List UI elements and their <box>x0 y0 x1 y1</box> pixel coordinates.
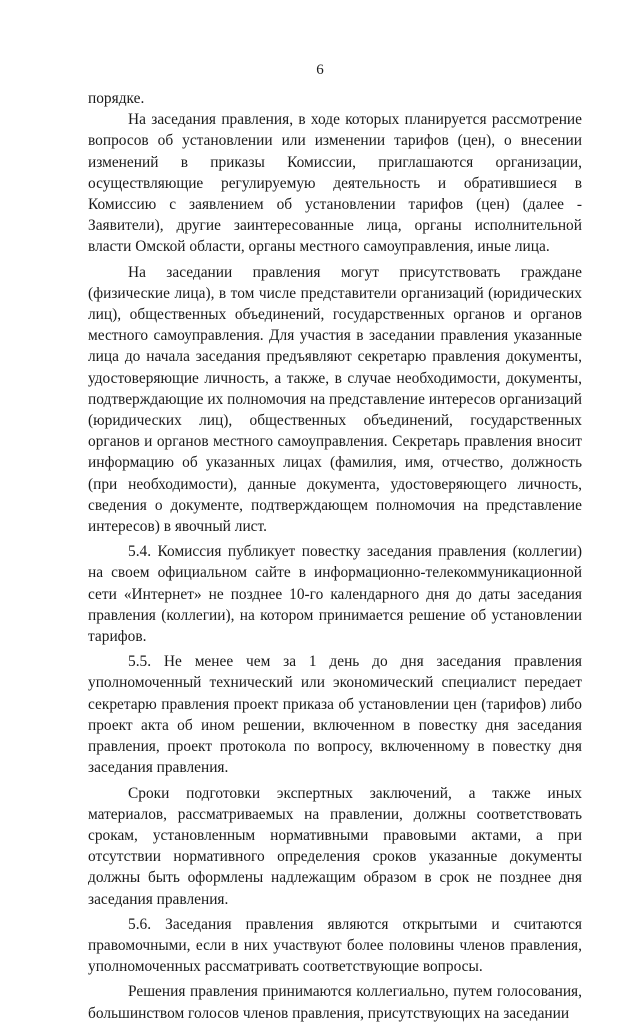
paragraph-5-5-draft: 5.5. Не менее чем за 1 день до дня заседания правления уполномоченный технический или экономический специалист передает секретарю правления проект приказа об установлении цен (тарифов) либо проект акта об ином решении, включенном в повестку дня заседания правления, проект протокола по вопросу, включенному в повестку дня заседания правления. <box>88 653 582 777</box>
paragraph-continuation: порядке. <box>88 90 145 107</box>
paragraph-5-6-quorum: 5.6. Заседания правления являются открытыми и считаются правомочными, если в них участвуют более половины членов правления, уполномоченных рассматривать соответствующие вопросы. <box>88 915 582 976</box>
paragraph-citizens-attendance: На заседании правления могут присутствовать граждане (физические лица), в том числе представители организаций (юридических лиц), общественных объединений, государственных органов и органов местного самоуправления. Для участия в заседании правления указанные лица до начала заседания предъявляют секретарю правления документы, удостоверяющие личность, а также, в случае необходимости, документы, подтверждающие их полномочия на представление интересов организаций (юридических лиц), общественных объединений, государственных органов и органов местного самоуправления. Секретарь правления вносит информацию об указанных лицах (фамилия, имя, отчество, должность (при необходимости), данные документа, удостоверяющего личность, сведения о документе, подтверждающем полномочия на представление интересов) в явочный лист. <box>88 263 582 536</box>
paragraph-invitees: На заседания правления, в ходе которых планируется рассмотрение вопросов об установлении или изменении тарифов (цен), о внесении изменений в приказы Комиссии, приглашаются организации, осуществляющие регулируемую деятельность и обратившиеся в Комиссию с заявлением об установлении тарифов (цен) (далее - Заявители), другие заинтересованные лица, органы исполнительной власти Омской области, органы местного самоуправления, иные лица. <box>88 111 582 256</box>
paragraph-deadlines: Сроки подготовки экспертных заключений, а также иных материалов, рассматриваемых на правлении, должны соответствовать срокам, установленным нормативными правовыми актами, а при отсутствии нормативного определения сроков указанные документы должны быть оформлены надлежащим образом в срок не позднее дня заседания правления. <box>88 784 582 908</box>
paragraph-5-4-agenda: 5.4. Комиссия публикует повестку заседания правления (коллегии) на своем официальном сайте в информационно-телекоммуникационной сети «Интернет» не позднее 10-го календарного дня до даты заседания правления (коллегии), на котором принимается решение об установлении тарифов. <box>88 543 582 646</box>
paragraph-decisions: Решения правления принимаются коллегиально, путем голосования, большинством голосов членов правления, присутствующих на заседании <box>88 983 582 1022</box>
document-body <box>88 88 582 1024</box>
page-number: 6 <box>316 62 324 78</box>
